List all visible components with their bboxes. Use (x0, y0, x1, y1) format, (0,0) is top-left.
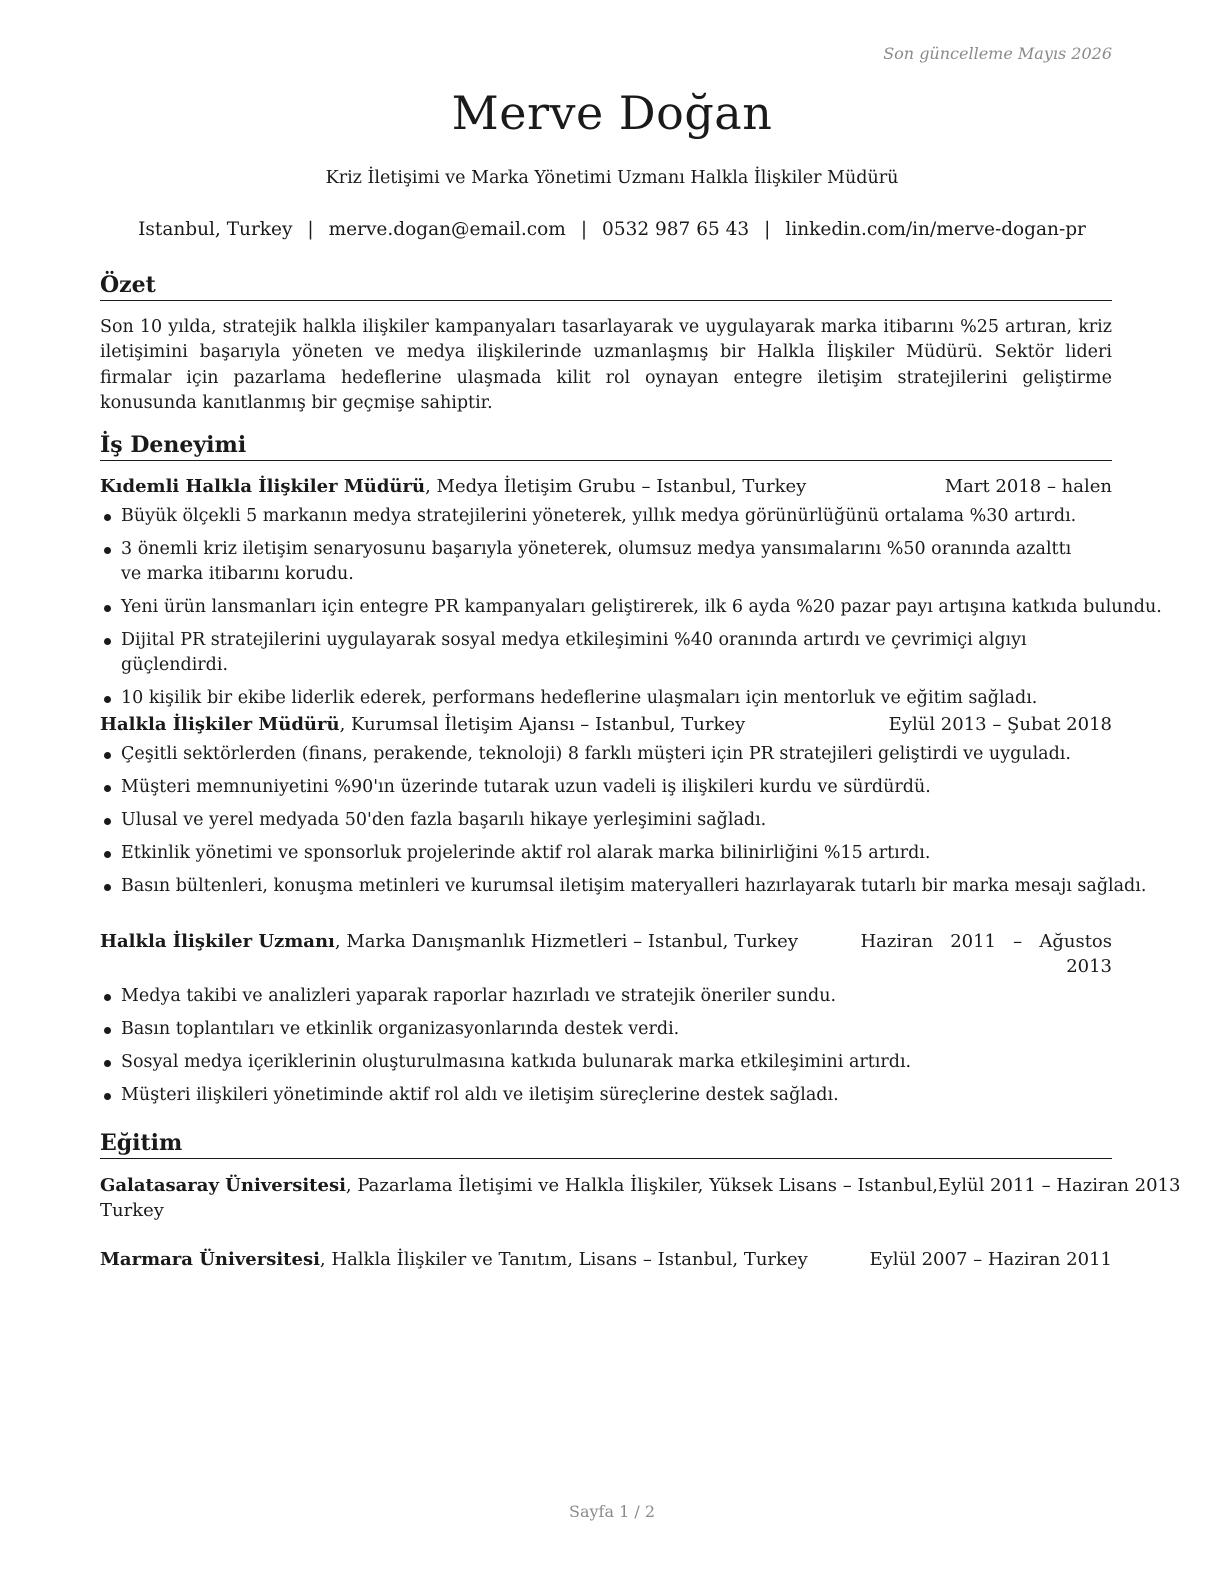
job-dates-line: 2013 (1066, 956, 1112, 977)
job-bullet: Basın toplantıları ve etkinlik organizasyonlarında destek verdi. (100, 1017, 1120, 1042)
page-number: Sayfa 1 / 2 (568, 1502, 655, 1521)
education-header (100, 1247, 1112, 1272)
section-title-education: Eğitim (100, 1129, 1112, 1159)
education-title-line (100, 1247, 808, 1272)
section-title-summary: Özet (100, 271, 1112, 301)
education-detail: , Halkla İlişkiler ve Tanıtım, Lisans – Istanbul, Turkey (319, 1249, 808, 1270)
job-bullets (100, 984, 1120, 1116)
contact-line (0, 219, 1224, 240)
job-title-line (100, 474, 806, 499)
job-bullet: Medya takibi ve analizleri yaparak raporlar hazırladı ve stratejik öneriler sundu. (100, 984, 1120, 1009)
job-role: Kıdemli Halkla İlişkiler Müdürü (100, 476, 426, 497)
job-dates: Mart 2018 – halen (944, 476, 1112, 497)
job-title-line (100, 712, 745, 737)
job-dates-line: Haziran 2011 – Ağustos (860, 931, 1112, 952)
job-bullet: Basın bültenleri, konuşma metinleri ve kurumsal iletişim materyalleri hazırlayarak tutarlı bir marka mesajı sağladı. (100, 874, 1120, 899)
education-detail: , Pazarlama İletişimi ve Halkla İlişkiler, Yüksek Lisans – Istanbul, (345, 1175, 938, 1196)
job-title-line (100, 929, 798, 954)
job-company: , Kurumsal İletişim Ajansı – Istanbul, Turkey (339, 714, 746, 735)
job-dates (860, 929, 1112, 979)
job-bullet: Müşteri ilişkileri yönetiminde aktif rol aldı ve iletişim süreçlerine destek sağladı. (100, 1083, 1120, 1108)
education-detail-wrap (100, 1198, 1112, 1223)
contact-linkedin[interactable]: linkedin.com/in/merve-dogan-pr (785, 219, 1086, 240)
education-header (100, 1173, 1181, 1198)
job-role: Halkla İlişkiler Müdürü (100, 714, 340, 735)
education-dates: Eylül 2007 – Haziran 2011 (869, 1249, 1112, 1270)
job-company: , Medya İletişim Grubu – Istanbul, Turkey (425, 476, 807, 497)
job-bullet: Yeni ürün lansmanları için entegre PR kampanyaları geliştirerek, ilk 6 ayda %20 pazar payı artışına katkıda bulundu. (100, 595, 1120, 620)
candidate-name: Merve Doğan (451, 86, 773, 140)
contact-location: Istanbul, Turkey (138, 219, 293, 240)
job-bullet: Ulusal ve yerel medyada 50'den fazla başarılı hikaye yerleşimini sağladı. (100, 808, 1120, 833)
last-updated: Son güncelleme Mayıs 2026 (883, 44, 1112, 63)
job-header (100, 712, 1112, 737)
education-dates: Eylül 2011 – Haziran 2013 (937, 1175, 1181, 1196)
contact-separator: | (764, 219, 771, 240)
job-role: Halkla İlişkiler Uzmanı (100, 931, 335, 952)
contact-email[interactable]: merve.dogan@email.com (328, 219, 566, 240)
contact-separator: | (580, 219, 588, 240)
job-bullet: Çeşitli sektörlerden (finans, perakende, teknoloji) 8 farklı müşteri için PR stratejileri geliştirdi ve uyguladı. (100, 742, 1120, 767)
summary-text: Son 10 yılda, stratejik halkla ilişkiler kampanyaları tasarlayarak ve uygulayarak marka itibarını %25 artıran, kriz iletişimini başarıyla yöneten ve medya ilişkilerinde uzmanlaşmış bir Halkla İlişkiler Müdürü. Sektör lideri firmalar için pazarlama hedeflerine ulaşmada kilit rol oynayan entegre iletişim stratejilerini geliştirme konusunda kanıtlanmış bir geçmişe sahiptir. (100, 317, 1112, 413)
education-school: Marmara Üniversitesi (100, 1249, 320, 1270)
job-dates: Eylül 2013 – Şubat 2018 (888, 714, 1112, 735)
job-bullet: Müşteri memnuniyetini %90'ın üzerinde tutarak uzun vadeli iş ilişkileri kurdu ve sürdürdü. (100, 775, 1120, 800)
job-company: , Marka Danışmanlık Hizmetleri – Istanbul, Turkey (334, 931, 799, 952)
job-bullets (100, 742, 1147, 907)
job-header (100, 474, 1112, 499)
section-title-experience: İş Deneyimi (100, 431, 1112, 461)
job-bullet: 3 önemli kriz iletişim senaryosunu başarıyla yöneterek, olumsuz medya yansımalarını %50 oranında azalttı ve marka itibarını korudu. (100, 537, 1096, 587)
contact-separator: | (307, 219, 314, 240)
contact-phone[interactable]: 0532 987 65 43 (602, 219, 750, 240)
job-bullet: 10 kişilik bir ekibe liderlik ederek, performans hedeflerine ulaşmaları için mentorluk ve eğitim sağladı. (100, 686, 1120, 711)
education-detail-continued: Turkey (100, 1200, 164, 1221)
job-bullet: Dijital PR stratejilerini uygulayarak sosyal medya etkileşimini %40 oranında artırdı ve çevrimiçi algıyı güçlendirdi. (100, 628, 1120, 678)
education-school: Galatasaray Üniversitesi (100, 1175, 346, 1196)
job-bullets (100, 504, 1162, 719)
headline: Kriz İletişimi ve Marka Yönetimi Uzmanı Halkla İlişkiler Müdürü (325, 168, 899, 188)
job-bullet: Sosyal medya içeriklerinin oluşturulmasına katkıda bulunarak marka etkileşimini artırdı. (100, 1050, 1120, 1075)
education-title-line (100, 1173, 938, 1198)
job-bullet: Etkinlik yönetimi ve sponsorluk projelerinde aktif rol alarak marka bilinirliğini %15 artırdı. (100, 841, 1120, 866)
job-bullet: Büyük ölçekli 5 markanın medya stratejilerini yöneterek, yıllık medya görünürlüğünü ortalama %30 artırdı. (100, 504, 1120, 529)
